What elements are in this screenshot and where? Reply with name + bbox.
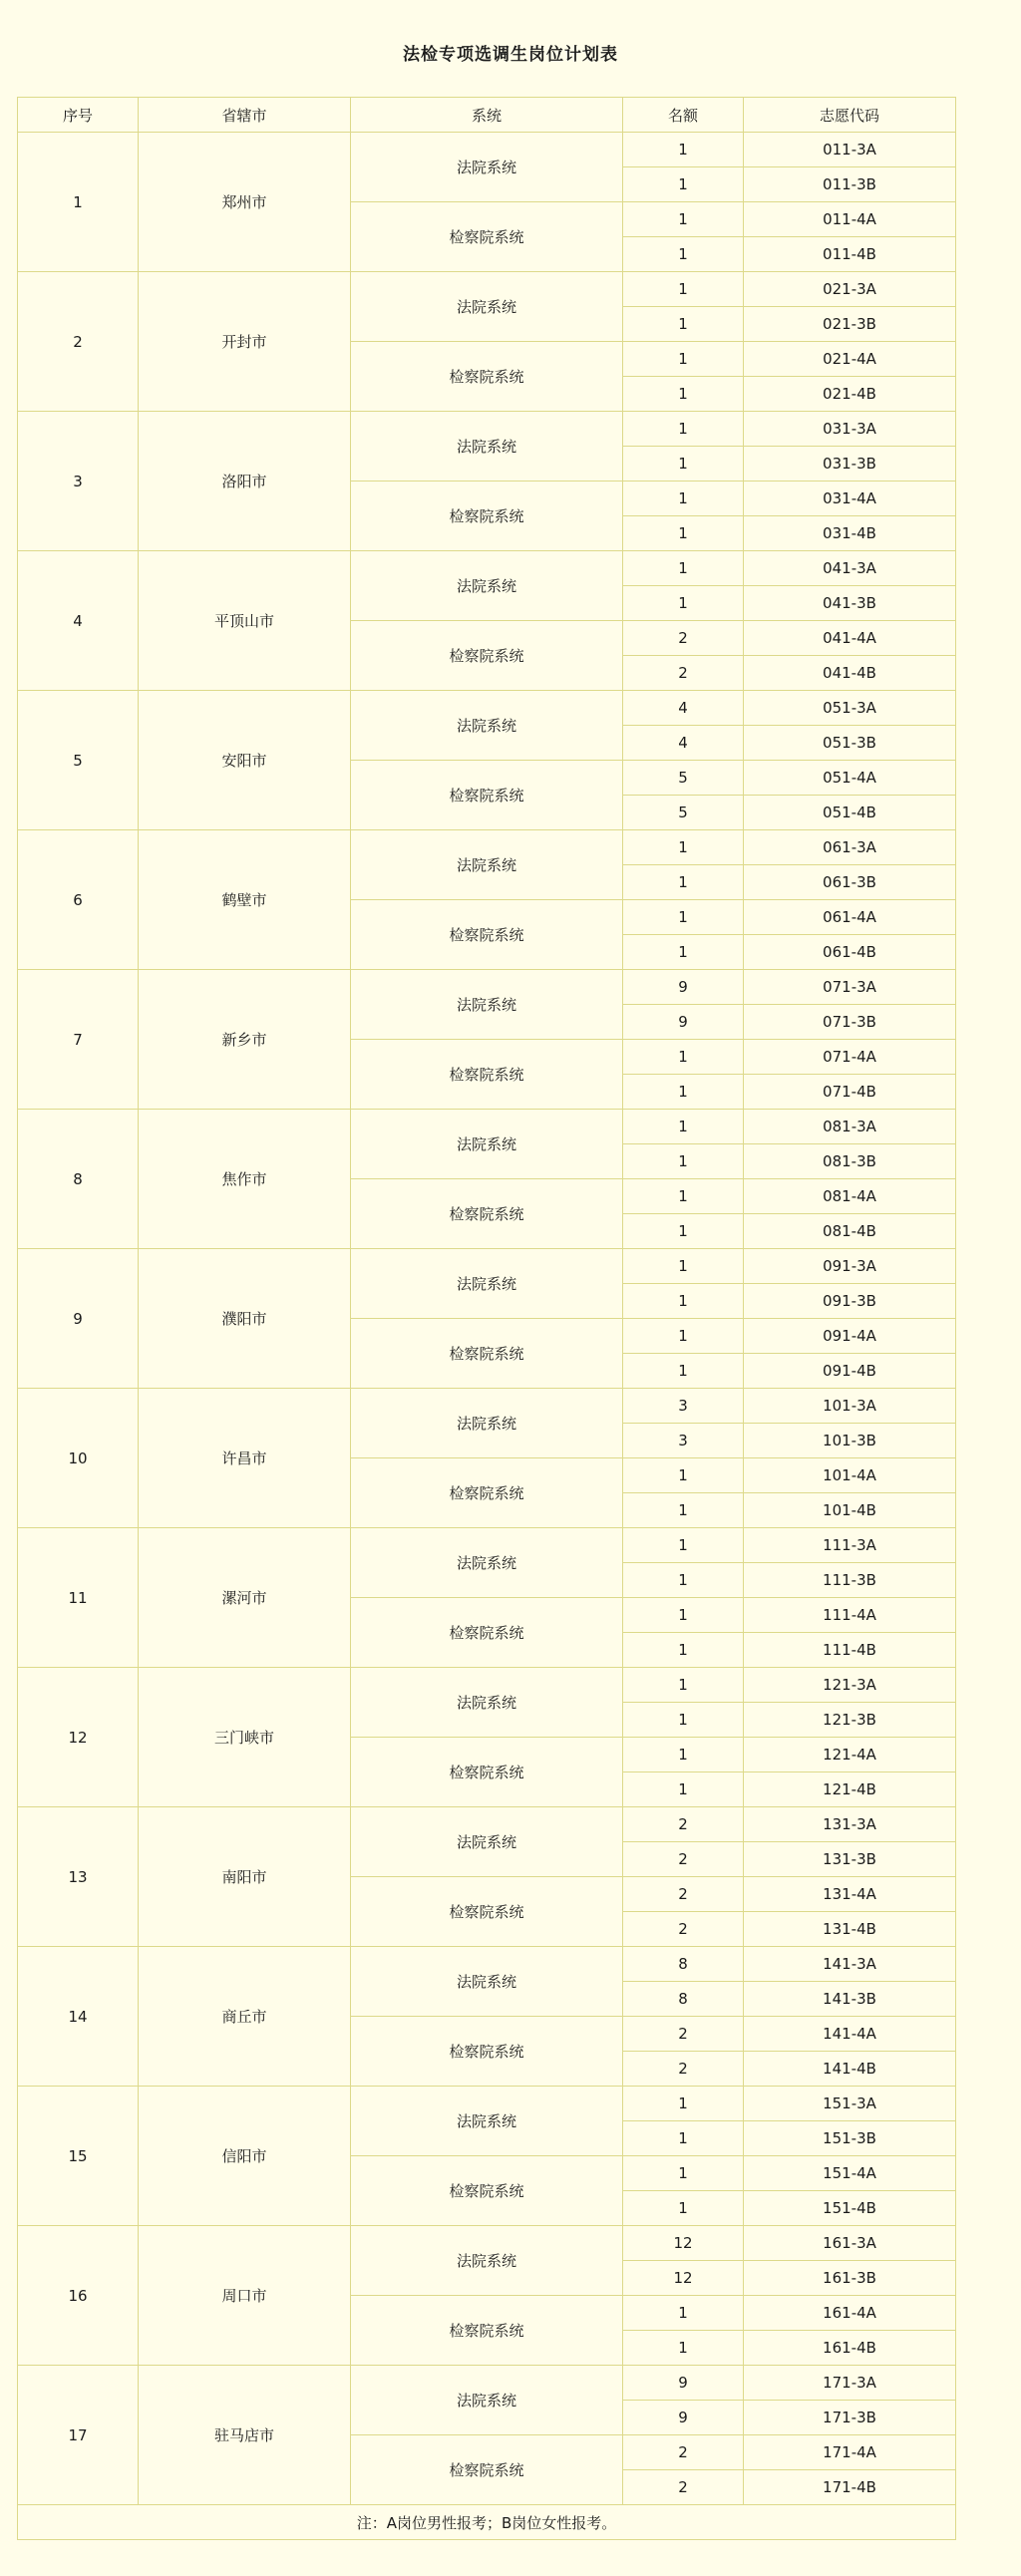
cell-code: 111-4B xyxy=(744,1633,956,1668)
cell-system: 法院系统 xyxy=(351,830,623,900)
cell-code: 121-3A xyxy=(744,1668,956,1703)
cell-quota: 1 xyxy=(623,865,744,900)
cell-code: 071-3B xyxy=(744,1005,956,1040)
cell-code: 041-3A xyxy=(744,551,956,586)
cell-code: 011-4B xyxy=(744,237,956,272)
page-title: 法检专项选调生岗位计划表 xyxy=(403,45,618,65)
cell-code: 031-3B xyxy=(744,447,956,482)
cell-system: 检察院系统 xyxy=(351,2156,623,2226)
cell-city: 洛阳市 xyxy=(139,412,351,551)
header-system: 系统 xyxy=(351,98,623,133)
cell-quota: 5 xyxy=(623,761,744,796)
cell-quota: 1 xyxy=(623,1284,744,1319)
cell-city: 平顶山市 xyxy=(139,551,351,691)
cell-system: 检察院系统 xyxy=(351,1877,623,1947)
cell-quota: 12 xyxy=(623,2261,744,2296)
table-body xyxy=(18,133,956,2505)
cell-quota: 1 xyxy=(623,1354,744,1389)
cell-quota: 1 xyxy=(623,1458,744,1493)
cell-system: 检察院系统 xyxy=(351,1040,623,1110)
cell-quota: 1 xyxy=(623,1703,744,1738)
table-row xyxy=(18,412,956,447)
cell-no: 3 xyxy=(18,412,139,551)
cell-code: 151-4A xyxy=(744,2156,956,2191)
cell-code: 121-3B xyxy=(744,1703,956,1738)
cell-quota: 1 xyxy=(623,377,744,412)
cell-no: 10 xyxy=(18,1389,139,1528)
table-note: 注：A岗位男性报考；B岗位女性报考。 xyxy=(18,2505,956,2540)
cell-quota: 1 xyxy=(623,2191,744,2226)
cell-system: 法院系统 xyxy=(351,133,623,202)
cell-quota: 1 xyxy=(623,1668,744,1703)
position-plan-table xyxy=(17,97,956,2540)
cell-system: 检察院系统 xyxy=(351,342,623,412)
cell-code: 161-4B xyxy=(744,2331,956,2366)
cell-quota: 1 xyxy=(623,272,744,307)
cell-code: 051-3A xyxy=(744,691,956,726)
cell-code: 121-4A xyxy=(744,1738,956,1772)
cell-system: 法院系统 xyxy=(351,1807,623,1877)
cell-quota: 1 xyxy=(623,2121,744,2156)
cell-quota: 1 xyxy=(623,551,744,586)
cell-quota: 1 xyxy=(623,2156,744,2191)
header-quota: 名额 xyxy=(623,98,744,133)
cell-code: 131-3A xyxy=(744,1807,956,1842)
cell-quota: 1 xyxy=(623,900,744,935)
cell-no: 16 xyxy=(18,2226,139,2366)
cell-no: 7 xyxy=(18,970,139,1110)
cell-quota: 1 xyxy=(623,133,744,167)
cell-city: 许昌市 xyxy=(139,1389,351,1528)
cell-code: 061-4A xyxy=(744,900,956,935)
table-row xyxy=(18,2226,956,2261)
cell-system: 检察院系统 xyxy=(351,900,623,970)
cell-quota: 1 xyxy=(623,237,744,272)
cell-city: 南阳市 xyxy=(139,1807,351,1947)
cell-code: 161-3A xyxy=(744,2226,956,2261)
cell-quota: 1 xyxy=(623,1249,744,1284)
cell-quota: 1 xyxy=(623,482,744,516)
cell-quota: 1 xyxy=(623,202,744,237)
cell-city: 濮阳市 xyxy=(139,1249,351,1389)
cell-quota: 2 xyxy=(623,2435,744,2470)
cell-code: 131-3B xyxy=(744,1842,956,1877)
cell-code: 171-3B xyxy=(744,2401,956,2435)
cell-system: 检察院系统 xyxy=(351,1319,623,1389)
table-row xyxy=(18,133,956,167)
cell-code: 011-3A xyxy=(744,133,956,167)
cell-system: 检察院系统 xyxy=(351,2435,623,2505)
cell-code: 091-3B xyxy=(744,1284,956,1319)
cell-quota: 1 xyxy=(623,1772,744,1807)
note-row xyxy=(18,2505,956,2540)
cell-no: 1 xyxy=(18,133,139,272)
table-row xyxy=(18,691,956,726)
table-row xyxy=(18,272,956,307)
cell-quota: 1 xyxy=(623,1144,744,1179)
table-row xyxy=(18,1668,956,1703)
cell-code: 131-4B xyxy=(744,1912,956,1947)
cell-quota: 2 xyxy=(623,2017,744,2052)
cell-code: 161-4A xyxy=(744,2296,956,2331)
cell-code: 051-3B xyxy=(744,726,956,761)
cell-quota: 3 xyxy=(623,1424,744,1458)
cell-quota: 9 xyxy=(623,2401,744,2435)
table-row xyxy=(18,551,956,586)
header-city: 省辖市 xyxy=(139,98,351,133)
table-row xyxy=(18,970,956,1005)
cell-quota: 1 xyxy=(623,1493,744,1528)
cell-code: 021-3A xyxy=(744,272,956,307)
cell-code: 051-4B xyxy=(744,796,956,830)
cell-code: 041-3B xyxy=(744,586,956,621)
cell-code: 071-3A xyxy=(744,970,956,1005)
cell-city: 驻马店市 xyxy=(139,2366,351,2505)
cell-system: 法院系统 xyxy=(351,1947,623,2017)
cell-code: 021-3B xyxy=(744,307,956,342)
cell-quota: 1 xyxy=(623,167,744,202)
cell-code: 081-4A xyxy=(744,1179,956,1214)
cell-code: 101-3A xyxy=(744,1389,956,1424)
cell-system: 检察院系统 xyxy=(351,761,623,830)
cell-code: 041-4B xyxy=(744,656,956,691)
cell-quota: 4 xyxy=(623,726,744,761)
cell-quota: 2 xyxy=(623,1877,744,1912)
cell-quota: 1 xyxy=(623,412,744,447)
cell-quota: 3 xyxy=(623,1389,744,1424)
cell-system: 检察院系统 xyxy=(351,202,623,272)
cell-quota: 9 xyxy=(623,970,744,1005)
cell-quota: 4 xyxy=(623,691,744,726)
cell-quota: 2 xyxy=(623,621,744,656)
table-header-row xyxy=(18,98,956,133)
cell-city: 三门峡市 xyxy=(139,1668,351,1807)
cell-code: 111-3B xyxy=(744,1563,956,1598)
table-row xyxy=(18,830,956,865)
cell-system: 法院系统 xyxy=(351,272,623,342)
cell-quota: 1 xyxy=(623,2087,744,2121)
cell-no: 11 xyxy=(18,1528,139,1668)
cell-code: 021-4A xyxy=(744,342,956,377)
cell-code: 011-3B xyxy=(744,167,956,202)
cell-code: 091-3A xyxy=(744,1249,956,1284)
cell-system: 法院系统 xyxy=(351,1389,623,1458)
cell-code: 081-4B xyxy=(744,1214,956,1249)
cell-code: 151-3A xyxy=(744,2087,956,2121)
cell-system: 法院系统 xyxy=(351,2226,623,2296)
cell-system: 法院系统 xyxy=(351,1110,623,1179)
cell-quota: 2 xyxy=(623,2470,744,2505)
cell-quota: 9 xyxy=(623,2366,744,2401)
cell-code: 091-4B xyxy=(744,1354,956,1389)
cell-quota: 1 xyxy=(623,1738,744,1772)
cell-code: 041-4A xyxy=(744,621,956,656)
cell-quota: 1 xyxy=(623,2331,744,2366)
cell-no: 17 xyxy=(18,2366,139,2505)
cell-system: 法院系统 xyxy=(351,1249,623,1319)
cell-quota: 1 xyxy=(623,2296,744,2331)
header-no: 序号 xyxy=(18,98,139,133)
cell-code: 131-4A xyxy=(744,1877,956,1912)
cell-code: 011-4A xyxy=(744,202,956,237)
table-row xyxy=(18,1110,956,1144)
cell-city: 商丘市 xyxy=(139,1947,351,2087)
cell-quota: 1 xyxy=(623,1110,744,1144)
cell-system: 检察院系统 xyxy=(351,1458,623,1528)
cell-code: 031-4B xyxy=(744,516,956,551)
cell-system: 检察院系统 xyxy=(351,2296,623,2366)
cell-no: 2 xyxy=(18,272,139,412)
cell-quota: 1 xyxy=(623,830,744,865)
cell-no: 15 xyxy=(18,2087,139,2226)
table-row xyxy=(18,1249,956,1284)
cell-code: 111-4A xyxy=(744,1598,956,1633)
cell-city: 郑州市 xyxy=(139,133,351,272)
cell-code: 101-4B xyxy=(744,1493,956,1528)
cell-code: 071-4B xyxy=(744,1075,956,1110)
cell-system: 法院系统 xyxy=(351,2087,623,2156)
cell-code: 121-4B xyxy=(744,1772,956,1807)
table-row xyxy=(18,1528,956,1563)
cell-quota: 8 xyxy=(623,1982,744,2017)
cell-code: 061-3B xyxy=(744,865,956,900)
cell-quota: 1 xyxy=(623,516,744,551)
cell-code: 171-3A xyxy=(744,2366,956,2401)
cell-code: 091-4A xyxy=(744,1319,956,1354)
cell-code: 081-3B xyxy=(744,1144,956,1179)
cell-code: 151-3B xyxy=(744,2121,956,2156)
cell-no: 13 xyxy=(18,1807,139,1947)
cell-no: 8 xyxy=(18,1110,139,1249)
cell-system: 法院系统 xyxy=(351,1668,623,1738)
cell-system: 检察院系统 xyxy=(351,1598,623,1668)
cell-quota: 1 xyxy=(623,1319,744,1354)
cell-city: 漯河市 xyxy=(139,1528,351,1668)
cell-code: 101-4A xyxy=(744,1458,956,1493)
cell-system: 检察院系统 xyxy=(351,2017,623,2087)
cell-code: 031-4A xyxy=(744,482,956,516)
cell-system: 检察院系统 xyxy=(351,1179,623,1249)
cell-quota: 1 xyxy=(623,307,744,342)
cell-code: 071-4A xyxy=(744,1040,956,1075)
cell-quota: 1 xyxy=(623,1633,744,1668)
cell-quota: 9 xyxy=(623,1005,744,1040)
cell-quota: 2 xyxy=(623,1842,744,1877)
cell-quota: 1 xyxy=(623,1563,744,1598)
table-row xyxy=(18,1947,956,1982)
cell-code: 061-3A xyxy=(744,830,956,865)
cell-no: 12 xyxy=(18,1668,139,1807)
cell-system: 检察院系统 xyxy=(351,621,623,691)
cell-city: 开封市 xyxy=(139,272,351,412)
cell-quota: 12 xyxy=(623,2226,744,2261)
cell-code: 151-4B xyxy=(744,2191,956,2226)
cell-code: 141-4B xyxy=(744,2052,956,2087)
cell-quota: 1 xyxy=(623,342,744,377)
cell-quota: 2 xyxy=(623,2052,744,2087)
header-code: 志愿代码 xyxy=(744,98,956,133)
cell-quota: 1 xyxy=(623,1179,744,1214)
cell-no: 5 xyxy=(18,691,139,830)
cell-code: 141-3B xyxy=(744,1982,956,2017)
cell-no: 14 xyxy=(18,1947,139,2087)
cell-quota: 1 xyxy=(623,1075,744,1110)
cell-city: 鹤壁市 xyxy=(139,830,351,970)
cell-quota: 8 xyxy=(623,1947,744,1982)
table-row xyxy=(18,2366,956,2401)
table-row xyxy=(18,2087,956,2121)
cell-system: 法院系统 xyxy=(351,2366,623,2435)
cell-system: 法院系统 xyxy=(351,1528,623,1598)
cell-code: 111-3A xyxy=(744,1528,956,1563)
cell-system: 法院系统 xyxy=(351,691,623,761)
cell-quota: 1 xyxy=(623,1598,744,1633)
cell-code: 101-3B xyxy=(744,1424,956,1458)
cell-quota: 2 xyxy=(623,1807,744,1842)
cell-quota: 1 xyxy=(623,1040,744,1075)
cell-city: 安阳市 xyxy=(139,691,351,830)
cell-code: 171-4A xyxy=(744,2435,956,2470)
cell-system: 法院系统 xyxy=(351,551,623,621)
cell-code: 051-4A xyxy=(744,761,956,796)
cell-no: 9 xyxy=(18,1249,139,1389)
cell-no: 4 xyxy=(18,551,139,691)
cell-quota: 2 xyxy=(623,1912,744,1947)
table-row xyxy=(18,1807,956,1842)
cell-quota: 1 xyxy=(623,447,744,482)
cell-city: 焦作市 xyxy=(139,1110,351,1249)
cell-quota: 2 xyxy=(623,656,744,691)
cell-system: 法院系统 xyxy=(351,412,623,482)
cell-city: 信阳市 xyxy=(139,2087,351,2226)
cell-code: 141-3A xyxy=(744,1947,956,1982)
cell-code: 031-3A xyxy=(744,412,956,447)
cell-system: 检察院系统 xyxy=(351,1738,623,1807)
cell-quota: 1 xyxy=(623,935,744,970)
cell-code: 161-3B xyxy=(744,2261,956,2296)
cell-code: 021-4B xyxy=(744,377,956,412)
cell-code: 171-4B xyxy=(744,2470,956,2505)
cell-quota: 1 xyxy=(623,1214,744,1249)
cell-city: 周口市 xyxy=(139,2226,351,2366)
cell-quota: 5 xyxy=(623,796,744,830)
cell-system: 法院系统 xyxy=(351,970,623,1040)
cell-no: 6 xyxy=(18,830,139,970)
cell-system: 检察院系统 xyxy=(351,482,623,551)
cell-quota: 1 xyxy=(623,1528,744,1563)
cell-code: 081-3A xyxy=(744,1110,956,1144)
table-row xyxy=(18,1389,956,1424)
cell-city: 新乡市 xyxy=(139,970,351,1110)
cell-code: 061-4B xyxy=(744,935,956,970)
cell-quota: 1 xyxy=(623,586,744,621)
cell-code: 141-4A xyxy=(744,2017,956,2052)
